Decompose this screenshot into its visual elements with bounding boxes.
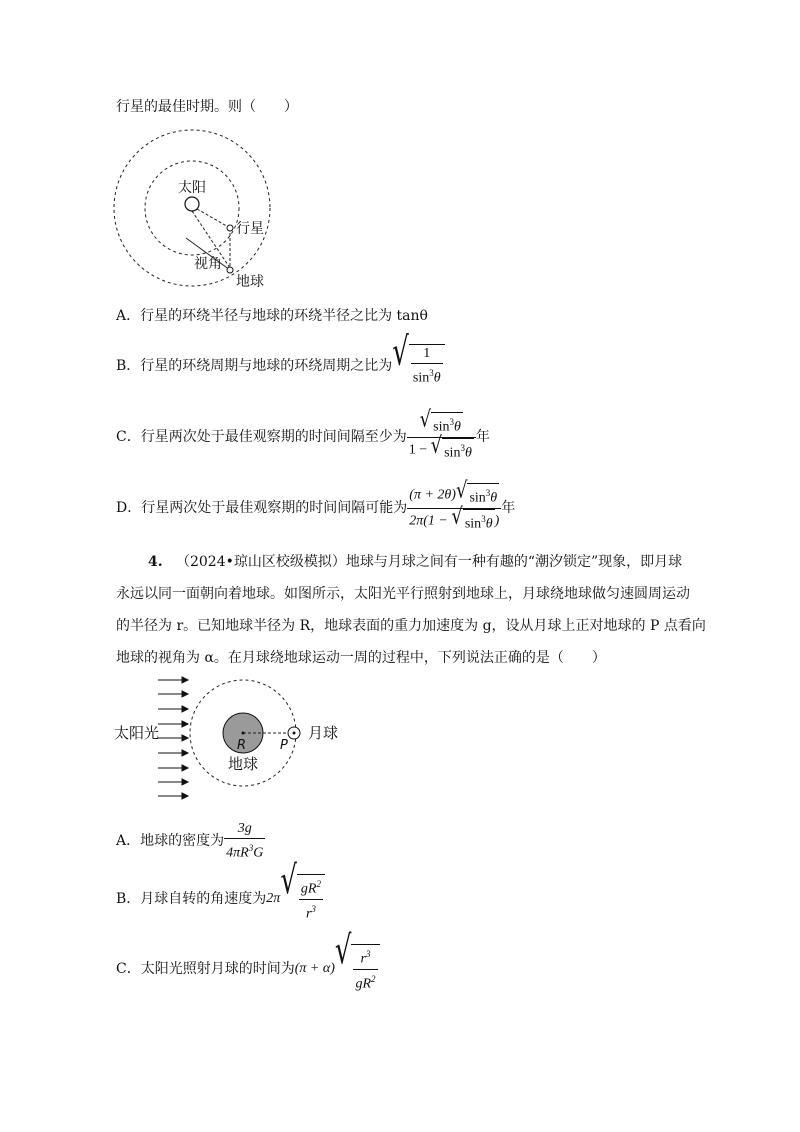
q4-number: 4. — [148, 554, 163, 570]
option-3d-formula: (π + 2θ) √ $\sin^3\theta$ 2π(1 − √ $\sin^3\theta$ ) — [409, 477, 500, 532]
option-4c-prefix: (π + α) — [294, 961, 335, 976]
option-4c[interactable] — [116, 929, 380, 992]
option-4b-text: B．月球自转的角速度为 — [116, 891, 267, 907]
option-3b[interactable] — [116, 330, 445, 388]
q4-line4: 地球的视角为 α。在月球绕地球运动一周的过程中，下列说法正确的是（ ） — [116, 650, 606, 666]
option-4c-text: C．太阳光照射月球的时间为 — [116, 961, 295, 977]
option-3c-formula: √ $\sin^3\theta$ 1 − √ $\sin^3\theta$ — [407, 412, 476, 462]
sunlight-label: 太阳光 — [114, 724, 160, 742]
option-4a-text: A．地球的密度为 — [116, 833, 225, 849]
option-3b-text: B．行星的环绕周期与地球的环绕周期之比为 — [116, 358, 393, 374]
angle-label: 视角 — [194, 256, 222, 272]
option-4b-prefix: 2π — [266, 891, 281, 906]
q4-line2: 永远以同一面朝向着地球。如图所示，太阳光平行照射到地球上，月球绕地球做匀速圆周运动 — [116, 586, 690, 602]
p-label: P — [280, 738, 288, 753]
orbit-diagram-1 — [100, 120, 290, 300]
option-3d-unit: 年 — [501, 500, 516, 516]
option-3a[interactable]: A．行星的环绕半径与地球的环绕半径之比为 tanθ — [116, 308, 428, 324]
moon-label: 月球 — [308, 724, 339, 742]
q4-line3: 的半径为 r。已知地球半径为 R，地球表面的重力加速度为 g，设从月球上正对地球的 P 点看向 — [116, 618, 706, 634]
option-4c-formula: √ $\frac{r^3}{gR^2}$ — [335, 944, 380, 993]
option-3c[interactable] — [116, 406, 490, 461]
sun-label: 太阳 — [178, 180, 206, 196]
r-label: R — [237, 738, 247, 753]
moon-center-dot — [293, 732, 296, 735]
sun-circle — [185, 197, 199, 211]
b-num: 1 — [411, 345, 443, 364]
option-4b[interactable] — [116, 859, 325, 922]
option-3c-unit: 年 — [475, 429, 490, 445]
option-4a[interactable] — [116, 818, 265, 864]
option-3d-text: D．行星两次处于最佳观察期的时间间隔可能为 — [116, 500, 408, 516]
earth-dot — [227, 267, 233, 273]
earth-center-dot — [242, 732, 245, 735]
option-4b-formula: √ $\frac{gR^2}{r^3}$ — [280, 874, 325, 923]
q4-line1: 4. （2024•琼山区校级模拟）地球与月球之间有一种有趣的“潮汐锁定”现象，即月球 — [148, 554, 683, 570]
earth-label-2: 地球 — [228, 755, 259, 773]
planet-dot — [227, 225, 233, 231]
option-3b-formula: √ $\frac{1}{\sin^3\theta}$ — [392, 344, 444, 388]
option-4a-formula: $\frac{3g}{4\pi R^3G}$ — [226, 820, 264, 861]
sunlight-arrows — [158, 677, 188, 799]
moon-orbit-diagram — [112, 672, 352, 808]
earth-label: 地球 — [236, 274, 264, 290]
planet-label: 行星 — [236, 221, 264, 237]
option-3d[interactable] — [116, 477, 516, 532]
intro-line: 行星的最佳时期。则（ ） — [116, 99, 298, 115]
option-3c-text: C．行星两次处于最佳观察期的时间间隔至少为 — [116, 429, 407, 445]
